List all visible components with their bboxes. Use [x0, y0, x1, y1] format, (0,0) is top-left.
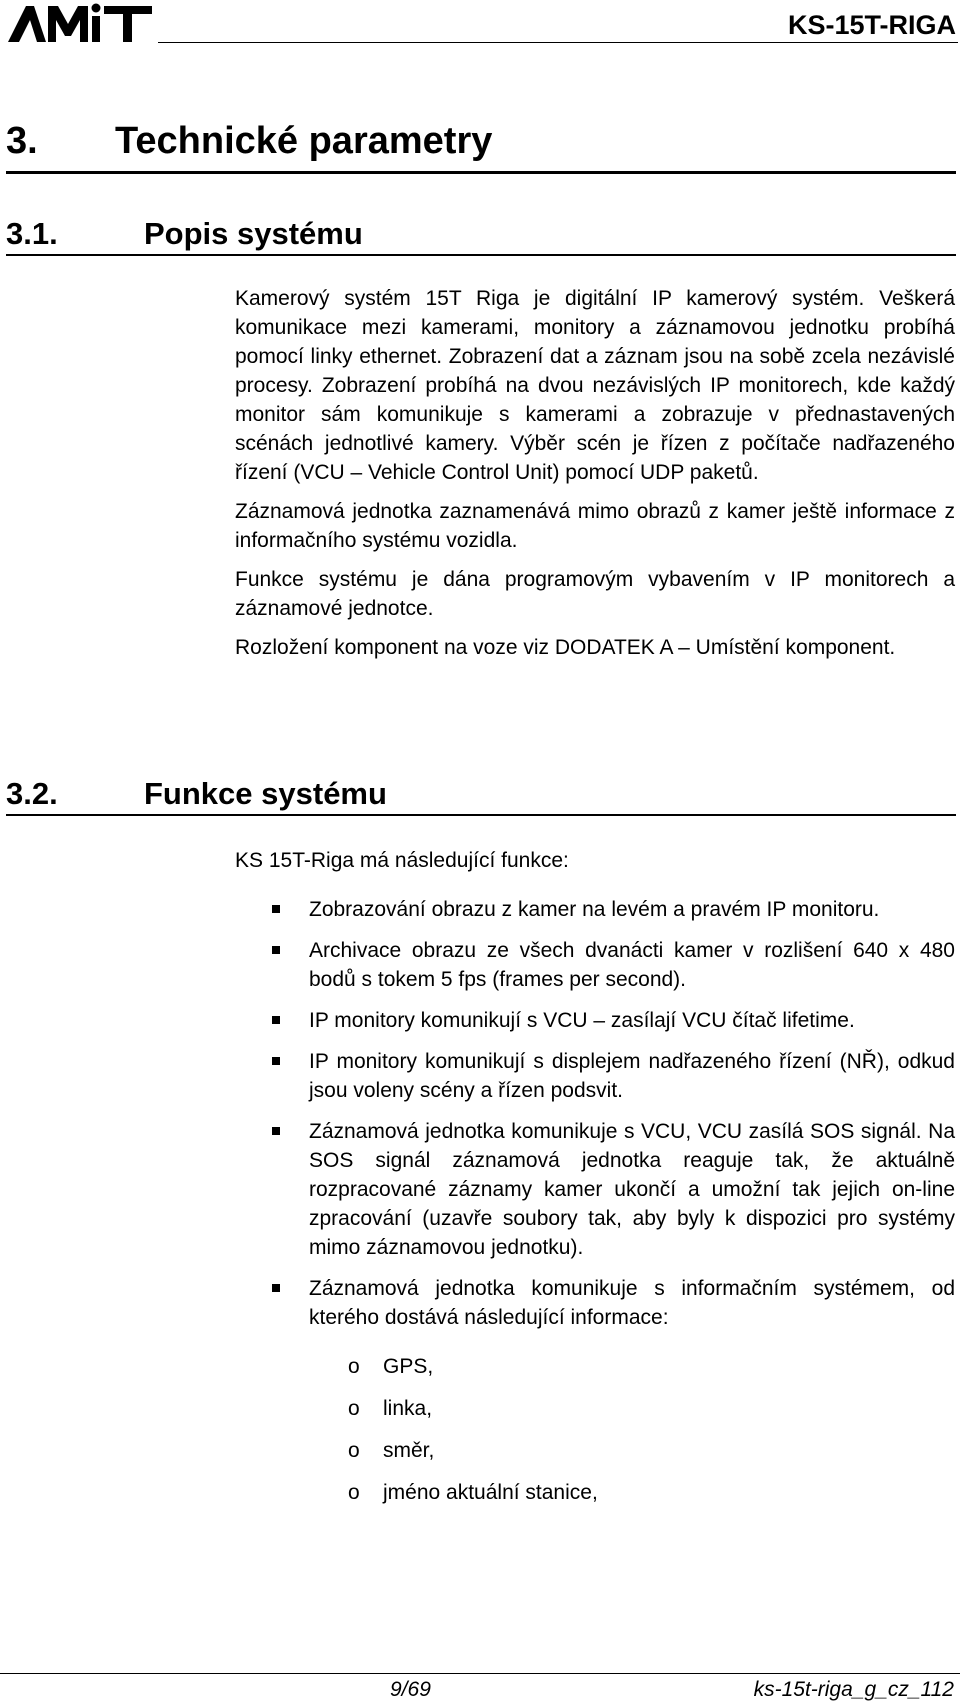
list-item: IP monitory komunikují s VCU – zasílají VCU čítač lifetime. — [235, 1006, 955, 1035]
sub-list-item: o GPS, — [235, 1352, 955, 1381]
bullet-square-icon — [272, 1057, 280, 1065]
section-heading-funkce — [6, 776, 956, 816]
header-divider — [158, 42, 958, 43]
list-intro: KS 15T-Riga má následující funkce: — [235, 849, 569, 872]
document-id: KS-15T-RIGA — [787, 10, 956, 40]
bullet-square-icon — [272, 946, 280, 954]
bullet-square-icon — [272, 1127, 280, 1135]
bullet-circle-icon: o — [348, 1397, 360, 1420]
paragraph: Záznamová jednotka zaznamenává mimo obrazů z kamer ještě informace z informačního systému vozidla. — [235, 500, 955, 552]
chapter-number: 3. — [6, 120, 38, 162]
paragraph: Kamerový systém 15T Riga je digitální IP kamerový systém. Veškerá komunikace mezi kamerami, monitory a záznamovou jednotku probíhá pomocí linky ethernet. Zobrazení dat a záznam jsou na sobě zcela nezávislé procesy. Zobrazení probíhá na dvou nezávislých IP monitorech, kde každý monitor sám komunikuje s kamerami a zobrazuje v přednastavených scénách jednotlivé kamery. Výběr scén je řízen z počítače nadřazeného řízení (VCU – Vehicle Control Unit) pomocí UDP paketů. — [235, 287, 955, 484]
sub-list-item: o směr, — [235, 1436, 955, 1465]
bullet-circle-icon: o — [348, 1439, 360, 1462]
sub-list-item: o jméno aktuální stanice, — [235, 1478, 955, 1507]
section-number: 3.1. — [6, 216, 58, 251]
footer-divider — [0, 1673, 960, 1674]
bullet-square-icon — [272, 905, 280, 913]
section-heading-popis — [6, 216, 956, 256]
section-title: Popis systému — [144, 216, 363, 251]
list-item: Archivace obrazu ze všech dvanácti kamer v rozlišení 640 x 480 bodů s tokem 5 fps (frames per second). — [235, 936, 955, 994]
paragraph: Rozložení komponent na voze viz DODATEK A – Umístění komponent. — [235, 636, 896, 659]
paragraph: Funkce systému je dána programovým vybavením v IP monitorech a záznamové jednotce. — [235, 568, 955, 620]
document-filename: ks-15t-riga_g_cz_112 — [753, 1678, 954, 1701]
bullet-square-icon — [272, 1016, 280, 1024]
section-body-popis — [235, 284, 955, 672]
list-item: IP monitory komunikují s displejem nadřazeného řízení (NŘ), odkud jsou voleny scény a řízen podsvit. — [235, 1047, 955, 1105]
section-number: 3.2. — [6, 776, 58, 811]
list-item: Záznamová jednotka komunikuje s VCU, VCU zasílá SOS signál. Na SOS signál záznamová jednotka reaguje tak, že aktuálně rozpracované záznamy kamer ukončí a umožní tak jejich on-line zpracování (uzavře soubory tak, aby byly k dispozici pro systémy mimo záznamovou jednotku). — [235, 1117, 955, 1262]
sub-list-item: o linka, — [235, 1394, 955, 1423]
bullet-circle-icon: o — [348, 1355, 360, 1378]
amit-logo — [6, 2, 154, 44]
function-list — [235, 846, 955, 1520]
chapter-heading — [6, 120, 956, 174]
chapter-title: Technické parametry — [115, 120, 493, 162]
list-item: Záznamová jednotka komunikuje s informačním systémem, od kterého dostává následující informace: — [235, 1274, 955, 1332]
bullet-circle-icon: o — [348, 1481, 360, 1504]
bullet-square-icon — [272, 1284, 280, 1292]
section-title: Funkce systému — [144, 776, 387, 811]
page-number: 9/69 — [390, 1678, 431, 1701]
list-item: Zobrazování obrazu z kamer na levém a pravém IP monitoru. — [235, 895, 955, 924]
